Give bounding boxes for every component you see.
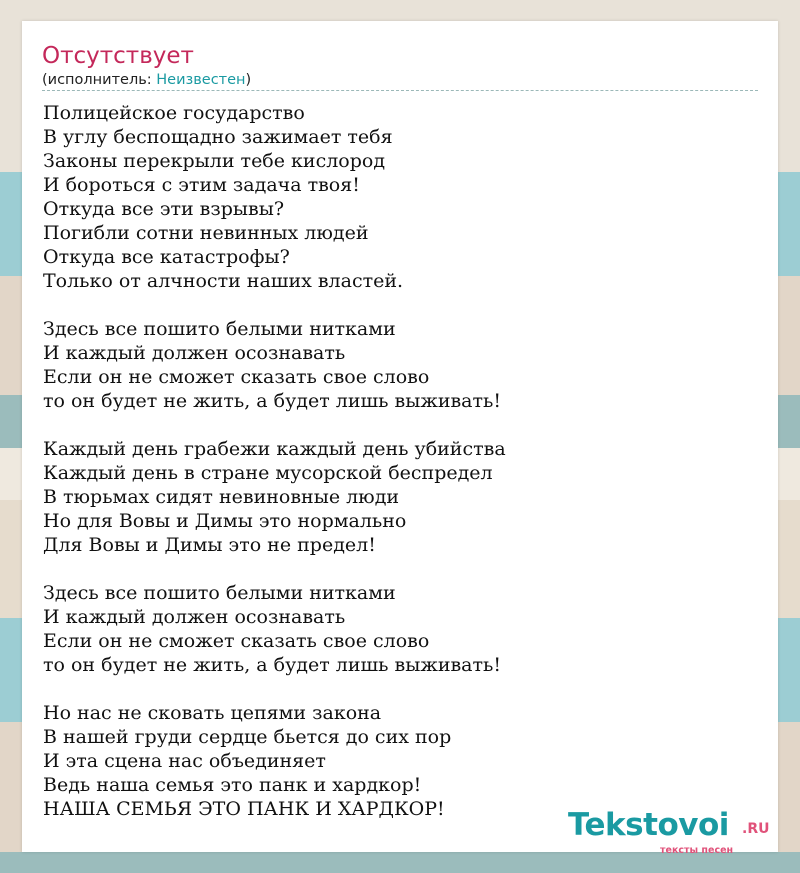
lyric-line: Полицейское государство (43, 102, 305, 124)
site-logo[interactable] (568, 807, 778, 857)
lyric-line: Но нас не сковать цепями закона (43, 702, 382, 724)
stanza-gap (43, 557, 763, 581)
artist-line (42, 71, 251, 89)
lyric-line: Ведь наша семья это панк и хардкор! (43, 774, 422, 796)
lyric-line: Для Вовы и Димы это не предел! (43, 534, 376, 556)
logo-tagline: тексты песен (660, 845, 734, 856)
logo-wordmark: Tekstovoi (568, 807, 729, 843)
lyric-line: Если он не сможет сказать свое слово (43, 630, 430, 652)
stanza-gap (43, 677, 763, 701)
lyric-line: И каждый должен осознавать (43, 342, 346, 364)
artist-link[interactable]: Неизвестен (156, 72, 246, 88)
artist-suffix: ) (245, 72, 252, 88)
lyric-line: В тюрьмах сидят невиновные люди (43, 486, 400, 508)
lyric-line: НАША СЕМЬЯ ЭТО ПАНК И ХАРДКОР! (43, 798, 445, 820)
lyric-line: Если он не сможет сказать свое слово (43, 366, 430, 388)
lyric-line: Но для Вовы и Димы это нормально (43, 510, 407, 532)
lyric-line: Здесь все пошито белыми нитками (43, 318, 396, 340)
lyric-line: Законы перекрыли тебе кислород (43, 150, 386, 172)
lyric-line: В нашей груди сердце бьется до сих пор (43, 726, 452, 748)
lyric-line: то он будет не жить, а будет лишь выживать! (43, 390, 502, 412)
lyric-line: И бороться с этим задача твоя! (43, 174, 360, 196)
lyric-line: Каждый день грабежи каждый день убийства (43, 438, 506, 460)
stanza-gap (43, 413, 763, 437)
lyric-line: то он будет не жить, а будет лишь выживать! (43, 654, 502, 676)
lyric-line: Откуда все катастрофы? (43, 246, 290, 268)
lyric-line: И каждый должен осознавать (43, 606, 346, 628)
lyrics-card (22, 21, 778, 856)
lyric-line: Здесь все пошито белыми нитками (43, 582, 396, 604)
lyrics-text (43, 101, 763, 821)
lyric-line: В углу беспощадно зажимает тебя (43, 126, 393, 148)
lyric-line: И эта сцена нас объединяет (43, 750, 326, 772)
artist-prefix: (исполнитель: (42, 72, 157, 88)
stanza-gap (43, 293, 763, 317)
song-title: Отсутствует (42, 43, 194, 69)
logo-tld: .RU (742, 821, 770, 837)
lyric-line: Откуда все эти взрывы? (43, 198, 285, 220)
lyric-line: Только от алчности наших властей. (43, 270, 404, 292)
lyric-line: Погибли сотни невинных людей (43, 222, 369, 244)
lyric-line: Каждый день в стране мусорской беспредел (43, 462, 493, 484)
title-divider (42, 90, 758, 91)
